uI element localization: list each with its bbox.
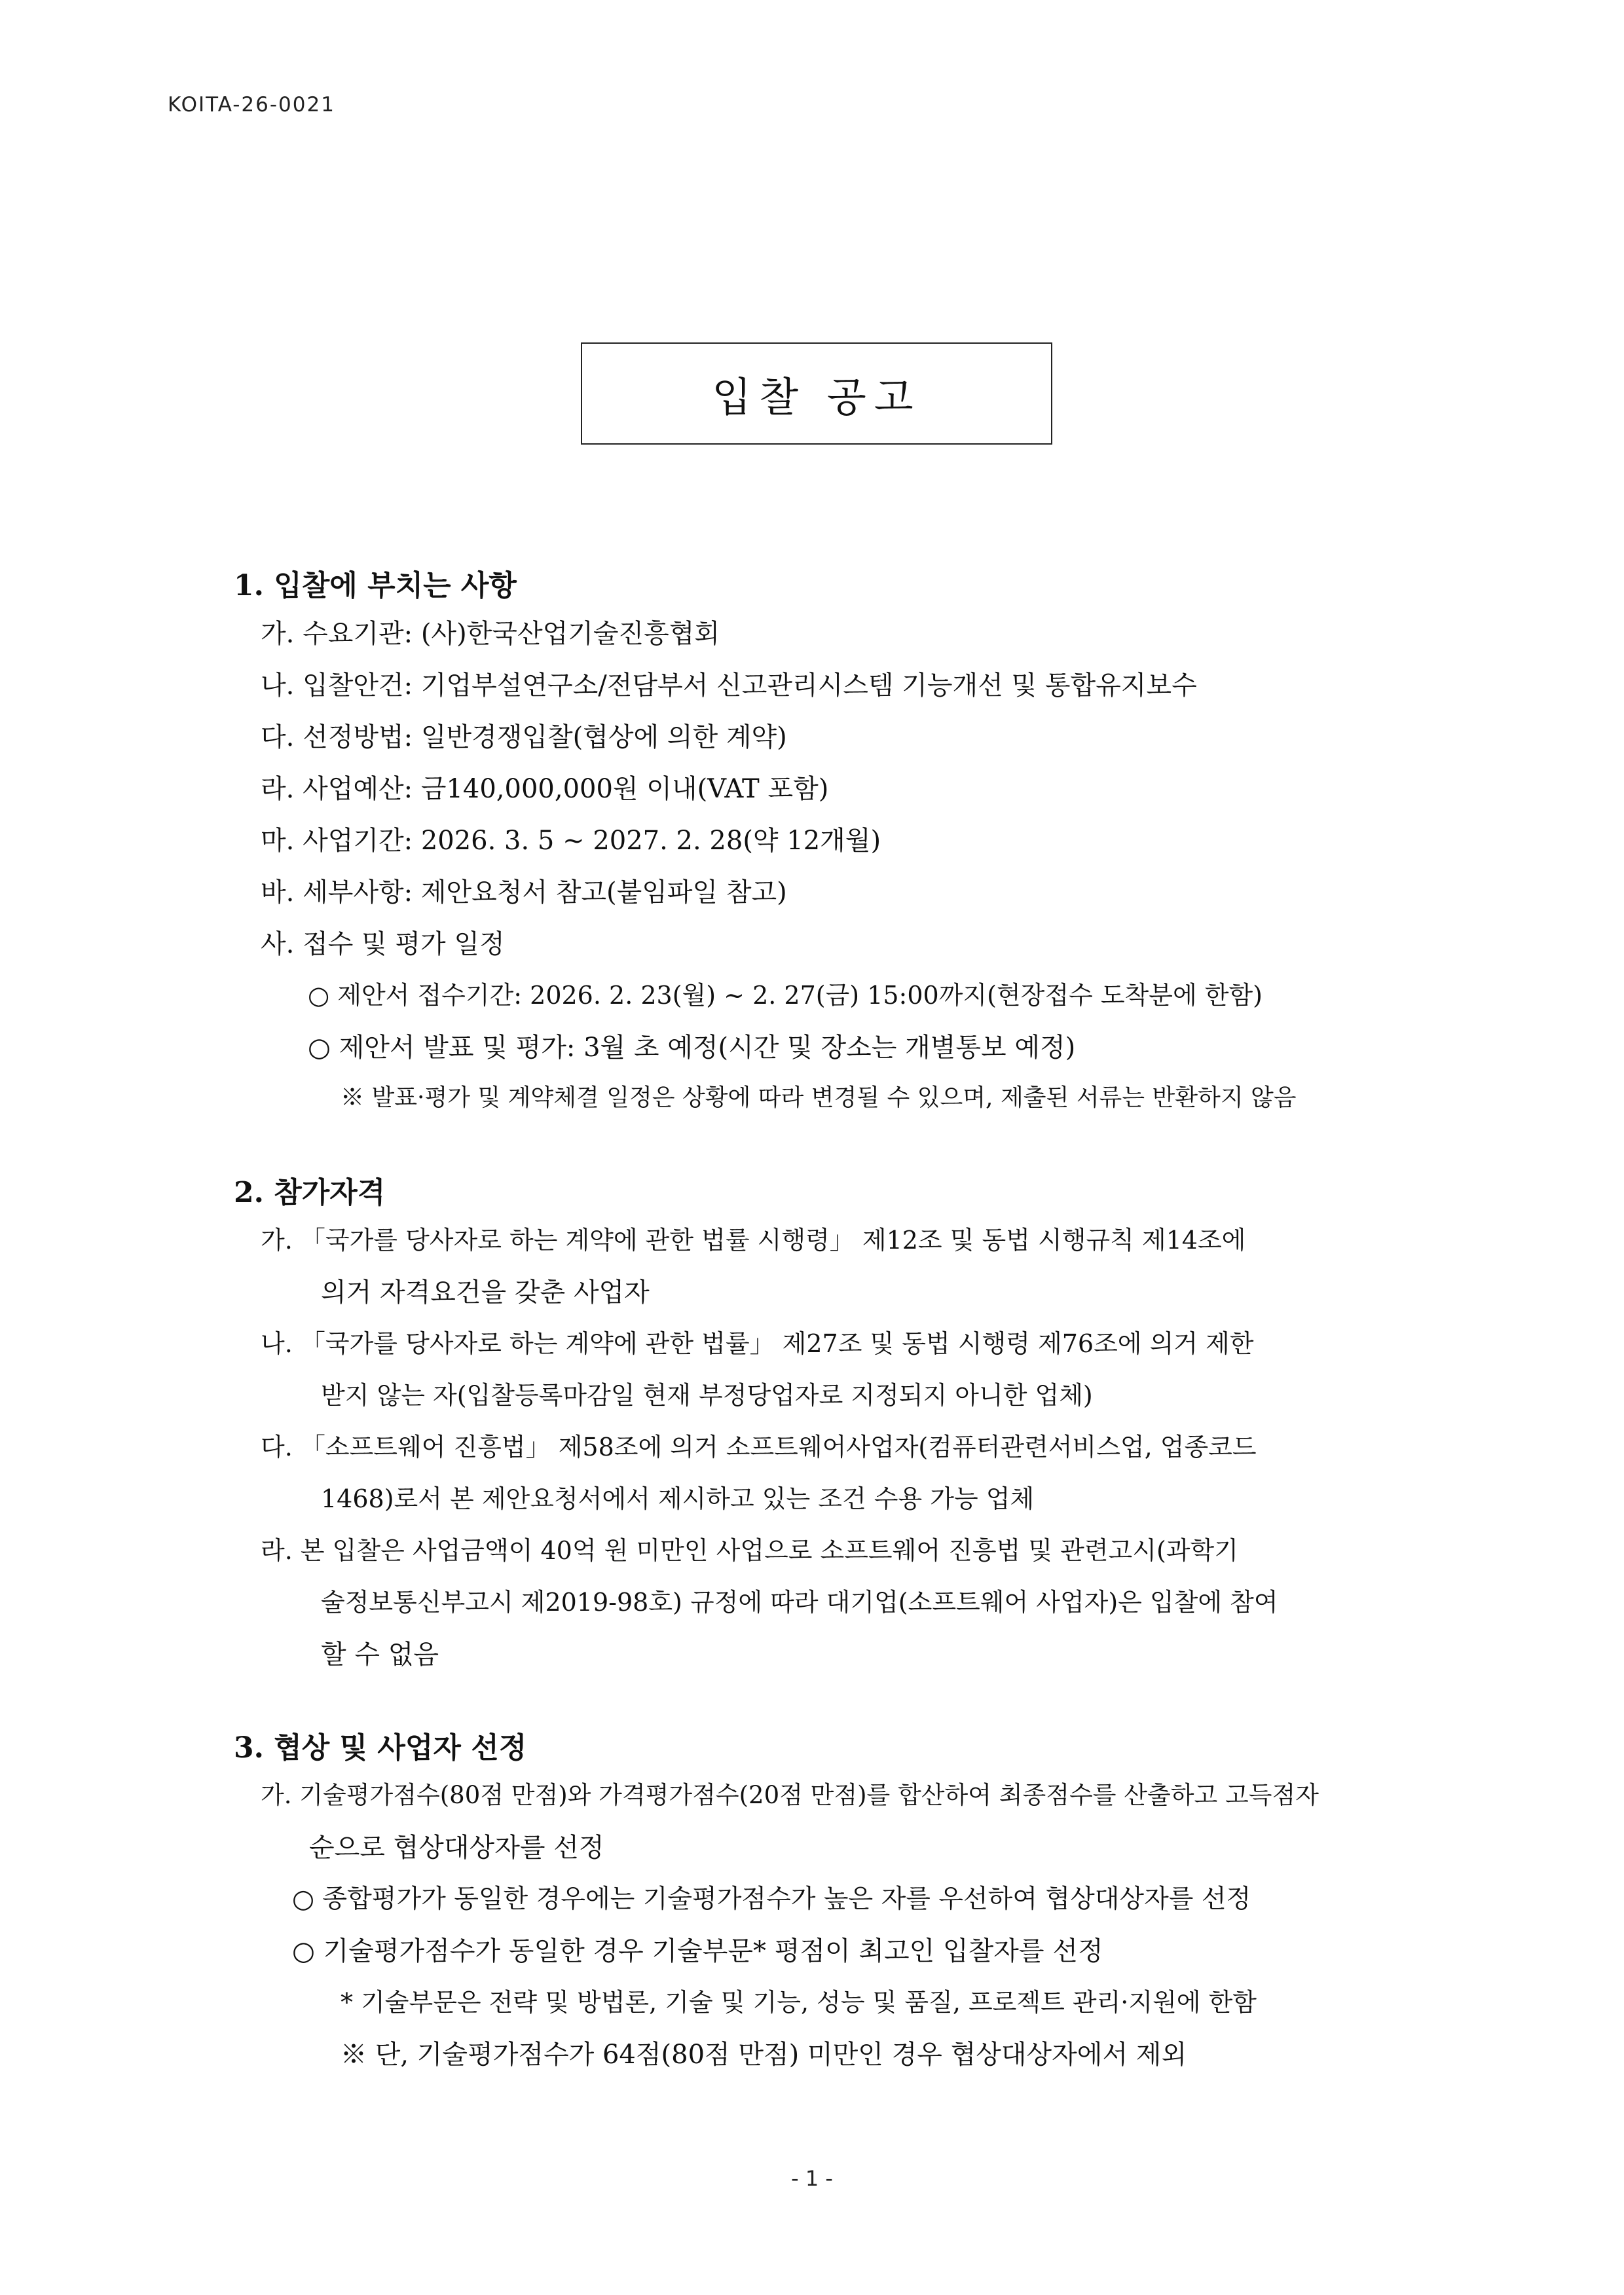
s1-item-d: 라. 사업예산: 금140,000,000원 이내(VAT 포함) xyxy=(261,774,829,804)
s1-item-a: 가. 수요기관: (사)한국산업기술진흥협회 xyxy=(261,619,720,649)
s2-item-c-line1: 다. 「소프트웨어 진흥법」 제58조에 의거 소프트웨어사업자(컴퓨터관련서비스업, 업종코드 xyxy=(261,1433,1257,1461)
s1-item-f: 바. 세부사항: 제안요청서 참고(붙임파일 참고) xyxy=(261,877,787,908)
s2-item-b-line2: 받지 않는 자(입찰등록마감일 현재 부정당업자로 지정되지 아니한 업체) xyxy=(321,1381,1093,1410)
document-number: KOITA-26-0021 xyxy=(168,93,335,117)
s2-item-d-line2: 술정보통신부고시 제2019-98호) 규정에 따라 대기업(소프트웨어 사업자)은 입찰에 참여 xyxy=(321,1588,1278,1617)
s3-item-b: ○ 종합평가가 동일한 경우에는 기술평가점수가 높은 자를 우선하여 협상대상자를 선정 xyxy=(292,1884,1251,1914)
s1-item-c: 다. 선정방법: 일반경쟁입찰(협상에 의한 계약) xyxy=(261,722,787,752)
s3-item-c: ○ 기술평가점수가 동일한 경우 기술부문* 평점이 최고인 입찰자를 선정 xyxy=(292,1936,1103,1966)
s2-item-d-line1: 라. 본 입찰은 사업금액이 40억 원 미만인 사업으로 소프트웨어 진흥법 및 관련고시(과학기 xyxy=(261,1536,1238,1565)
s2-item-a-line1: 가. 「국가를 당사자로 하는 계약에 관한 법률 시행령」 제12조 및 동법 시행규칙 제14조에 xyxy=(261,1226,1246,1255)
s1-note: ※ 발표·평가 및 계약체결 일정은 상황에 따라 변경될 수 있으며, 제출된 서류는 반환하지 않음 xyxy=(341,1084,1297,1111)
section-2-heading: 2. 참가자격 xyxy=(234,1176,386,1209)
s2-item-c-line2: 1468)로서 본 제안요청서에서 제시하고 있는 조건 수용 가능 업체 xyxy=(321,1484,1035,1513)
section-3-heading: 3. 협상 및 사업자 선정 xyxy=(234,1731,527,1765)
s3-item-a-line1: 가. 기술평가점수(80점 만점)와 가격평가점수(20점 만점)를 합산하여 최종점수를 산출하고 고득점자 xyxy=(261,1781,1319,1809)
s1-item-g: 사. 접수 및 평가 일정 xyxy=(261,929,505,959)
s2-item-a-line2: 의거 자격요건을 갖춘 사업자 xyxy=(321,1277,650,1308)
s1-item-g2: ○ 제안서 발표 및 평가: 3월 초 예정(시간 및 장소는 개별통보 예정) xyxy=(308,1033,1076,1063)
s2-item-d-line3: 할 수 없음 xyxy=(321,1640,439,1670)
s2-item-b-line1: 나. 「국가를 당사자로 하는 계약에 관한 법률」 제27조 및 동법 시행령 제76조에 의거 제한 xyxy=(261,1329,1254,1358)
s1-item-b: 나. 입찰안건: 기업부설연구소/전담부서 신고관리시스템 기능개선 및 통합유지보수 xyxy=(261,670,1197,701)
page-number: - 1 - xyxy=(791,2166,833,2191)
section-1-heading: 1. 입찰에 부치는 사항 xyxy=(234,569,517,602)
s3-footnote: * 기술부문은 전략 및 방법론, 기술 및 기능, 성능 및 품질, 프로젝트 관리·지원에 한함 xyxy=(341,1988,1257,2017)
page-title: 입찰 공고 xyxy=(712,373,921,421)
title-box xyxy=(581,342,1052,445)
s1-item-g1: ○ 제안서 접수기간: 2026. 2. 23(월) ~ 2. 27(금) 15:00까지(현장접수 도착분에 한함) xyxy=(308,981,1263,1010)
s3-item-a-line2: 순으로 협상대상자를 선정 xyxy=(309,1833,604,1863)
s1-item-e: 마. 사업기간: 2026. 3. 5 ~ 2027. 2. 28(약 12개월) xyxy=(261,826,881,856)
s3-note: ※ 단, 기술평가점수가 64점(80점 만점) 미만인 경우 협상대상자에서 제외 xyxy=(341,2040,1187,2070)
